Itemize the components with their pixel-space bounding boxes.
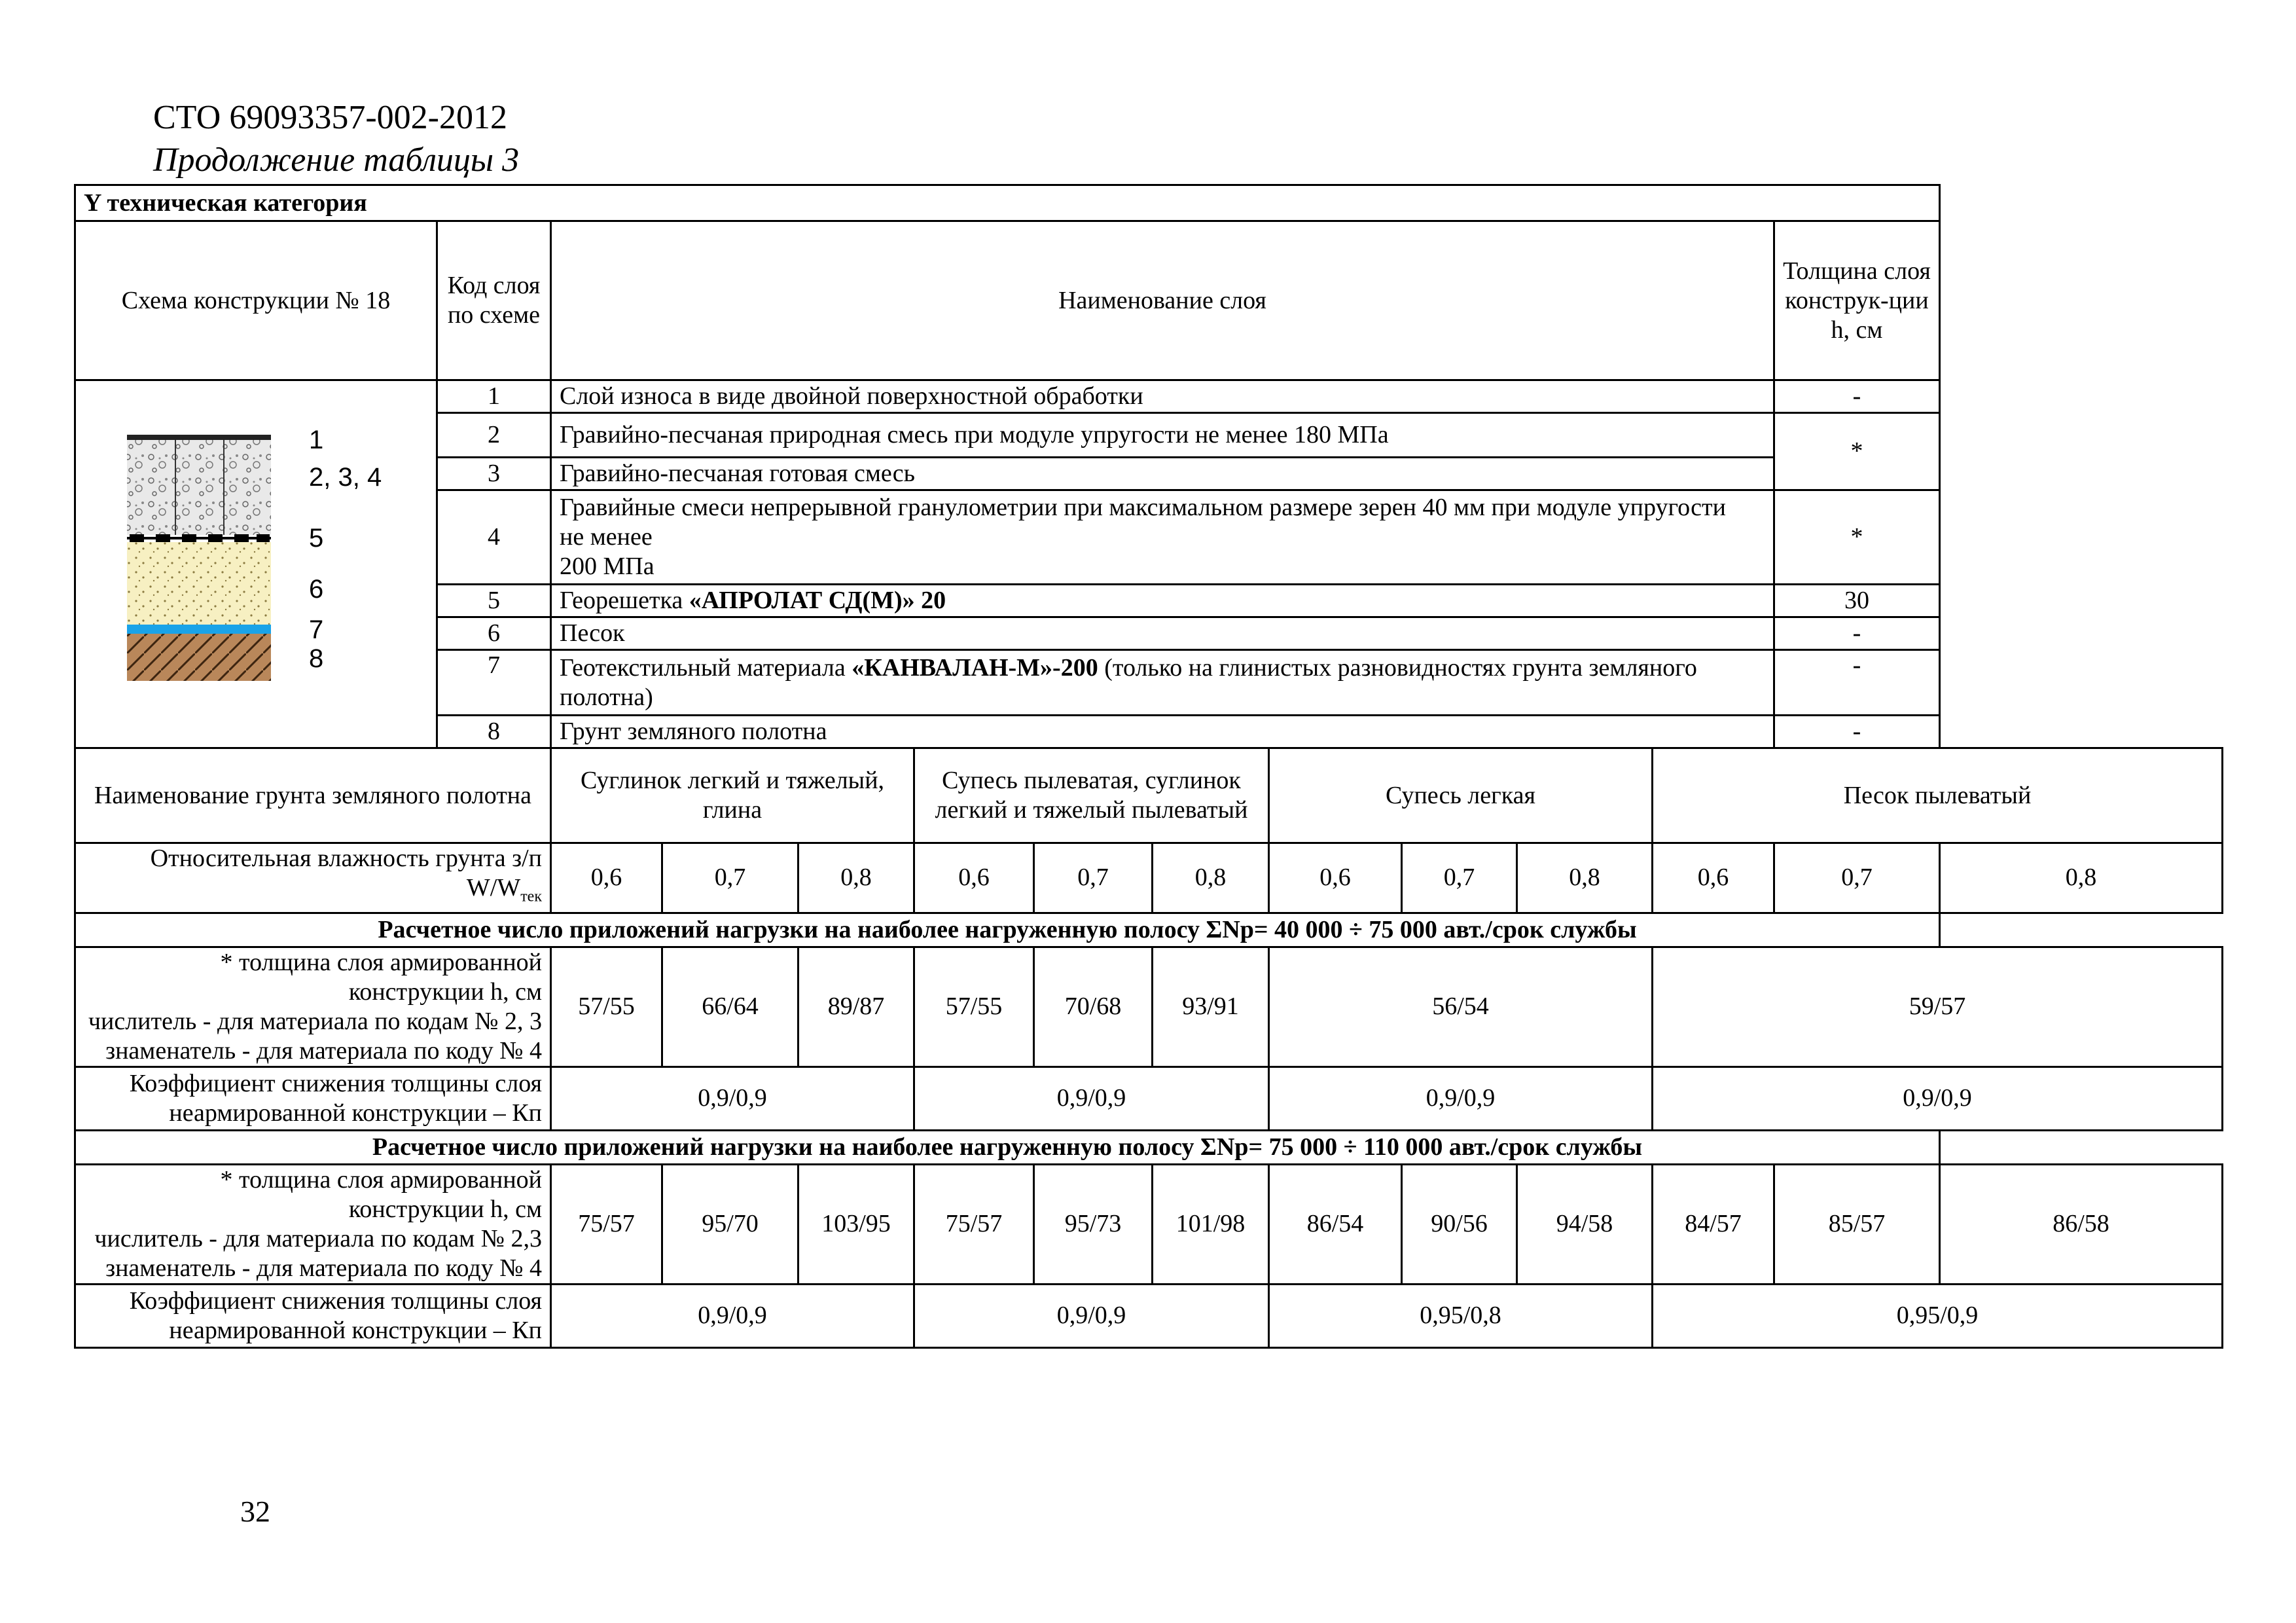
layer-thickness: 30 bbox=[1774, 585, 1940, 617]
thickness-value: 103/95 bbox=[798, 1164, 914, 1284]
thickness-label bbox=[75, 947, 551, 1067]
schema-label-6: 6 bbox=[309, 575, 324, 604]
layer-code: 4 bbox=[437, 490, 551, 585]
humidity-value: 0,6 bbox=[1269, 843, 1402, 913]
humidity-value: 0,7 bbox=[662, 843, 798, 913]
thickness-value: 66/64 bbox=[662, 947, 798, 1067]
label-line: неармированной конструкции – Кп bbox=[169, 1099, 542, 1127]
layer-code: 5 bbox=[437, 585, 551, 617]
humidity-value: 0,8 bbox=[798, 843, 914, 913]
layer-code: 7 bbox=[437, 650, 551, 716]
humidity-label-text: Относительная влажность грунта з/п W/W bbox=[150, 845, 542, 902]
category-title: Y техническая категория bbox=[75, 185, 1940, 221]
product-name: «АПРОЛАТ СД(М)» 20 bbox=[689, 587, 946, 614]
layer-code: 6 bbox=[437, 617, 551, 650]
thickness-value: 89/87 bbox=[798, 947, 914, 1067]
humidity-value: 0,7 bbox=[1034, 843, 1153, 913]
product-name: «КАНВАЛАН-М»-200 bbox=[852, 653, 1098, 682]
schema-header: Схема конструкции № 18 bbox=[75, 221, 437, 380]
layer-code: 8 bbox=[437, 716, 551, 748]
label-line: числитель - для материала по кодам № 2,3 bbox=[94, 1224, 542, 1252]
coefficient-value: 0,9/0,9 bbox=[551, 1284, 914, 1347]
humidity-value: 0,7 bbox=[1774, 843, 1940, 913]
code-header: Код слоя по схеме bbox=[437, 221, 551, 380]
layer-code: 3 bbox=[437, 458, 551, 490]
layer-thickness: * bbox=[1774, 490, 1940, 585]
label-line: * толщина слоя армированной конструкции h, см bbox=[220, 1165, 542, 1223]
schema-label-2-3-4: 2, 3, 4 bbox=[309, 463, 382, 492]
layer-name bbox=[551, 650, 1774, 716]
layer-name: Грунт земляного полотна bbox=[551, 716, 1774, 748]
coefficient-value: 0,95/0,8 bbox=[1269, 1284, 1653, 1347]
thickness-value: 75/57 bbox=[914, 1164, 1034, 1284]
humidity-value: 0,7 bbox=[1402, 843, 1517, 913]
layer-schema-diagram bbox=[76, 381, 437, 740]
schema-label-1: 1 bbox=[309, 426, 324, 454]
layer-thickness: * bbox=[1774, 413, 1940, 490]
layer-name-line: Гравийные смеси непрерывной гранулометрии при максимальном размере зерен 40 мм при модуле упругости bbox=[560, 494, 1726, 521]
label-line: Коэффициент снижения толщины слоя bbox=[129, 1069, 542, 1097]
load-section-title: Расчетное число приложений нагрузки на наиболее нагруженную полосу ΣNp= 40 000 ÷ 75 000 авт./срок службы bbox=[75, 913, 1940, 947]
coefficient-value: 0,9/0,9 bbox=[914, 1284, 1269, 1347]
layer-name: Песок bbox=[551, 617, 1774, 650]
soil-header: Наименование грунта земляного полотна bbox=[75, 748, 551, 843]
layer-name-line: не менее bbox=[560, 523, 653, 551]
thickness-value: 75/57 bbox=[551, 1164, 662, 1284]
label-line: знаменатель - для материала по коду № 4 bbox=[105, 1254, 542, 1282]
humidity-value: 0,6 bbox=[914, 843, 1034, 913]
layer-name-header: Наименование слоя bbox=[551, 221, 1774, 380]
humidity-value: 0,6 bbox=[1653, 843, 1774, 913]
layer-name-text: Геотекстильный материала bbox=[560, 653, 852, 682]
layer-name-line: 200 МПа bbox=[560, 553, 655, 580]
thickness-value: 59/57 bbox=[1653, 947, 2223, 1067]
soil-name: Суглинок легкий и тяжелый, глина bbox=[551, 748, 914, 843]
thickness-header: Толщина слоя конструк-ции h, см bbox=[1774, 221, 1940, 380]
humidity-value: 0,6 bbox=[551, 843, 662, 913]
wearing-course-layer bbox=[127, 435, 271, 440]
coefficient-label bbox=[75, 1284, 551, 1347]
soil-name: Песок пылеватый bbox=[1653, 748, 2223, 843]
thickness-value: 95/70 bbox=[662, 1164, 798, 1284]
layer-code: 1 bbox=[437, 380, 551, 413]
thickness-value: 95/73 bbox=[1034, 1164, 1153, 1284]
layer-name-text: (только на глинистых разновидностях грунта земляного полотна) bbox=[560, 653, 1697, 711]
thickness-value: 101/98 bbox=[1153, 1164, 1269, 1284]
load-section-title: Расчетное число приложений нагрузки на наиболее нагруженную полосу ΣNp= 75 000 ÷ 110 000 авт./срок службы bbox=[75, 1130, 1940, 1164]
coefficient-value: 0,9/0,9 bbox=[1269, 1067, 1653, 1130]
geotextile-layer bbox=[127, 625, 271, 634]
construction-schema bbox=[75, 380, 437, 748]
thickness-value: 57/55 bbox=[551, 947, 662, 1067]
thickness-value: 86/58 bbox=[1940, 1164, 2223, 1284]
label-line: Коэффициент снижения толщины слоя bbox=[129, 1286, 542, 1315]
layer-name bbox=[551, 585, 1774, 617]
humidity-label bbox=[75, 843, 551, 913]
layer-thickness: - bbox=[1774, 380, 1940, 413]
layer-name: Слой износа в виде двойной поверхностной обработки bbox=[551, 380, 1774, 413]
humidity-value: 0,8 bbox=[1940, 843, 2223, 913]
layer-thickness: - bbox=[1774, 716, 1940, 748]
layer-code: 2 bbox=[437, 413, 551, 458]
coefficient-value: 0,9/0,9 bbox=[1653, 1067, 2223, 1130]
coefficient-value: 0,9/0,9 bbox=[551, 1067, 914, 1130]
document-code: СТО 69093357-002-2012 bbox=[153, 99, 507, 136]
layer-thickness: - bbox=[1774, 650, 1940, 716]
soil-name: Супесь легкая bbox=[1269, 748, 1653, 843]
schema-label-7: 7 bbox=[309, 615, 324, 644]
label-line: числитель - для материала по кодам № 2, 3 bbox=[88, 1007, 542, 1035]
thickness-value: 94/58 bbox=[1517, 1164, 1653, 1284]
layer-name bbox=[551, 490, 1774, 585]
humidity-value: 0,8 bbox=[1517, 843, 1653, 913]
soil-name: Супесь пылеватая, суглинок легкий и тяжелый пылеватый bbox=[914, 748, 1269, 843]
page-number: 32 bbox=[240, 1495, 270, 1528]
construction-table bbox=[74, 184, 2223, 1349]
thickness-value: 90/56 bbox=[1402, 1164, 1517, 1284]
humidity-value: 0,8 bbox=[1153, 843, 1269, 913]
label-line: * толщина слоя армированной конструкции h, см bbox=[220, 948, 542, 1006]
layer-name: Гравийно-песчаная готовая смесь bbox=[551, 458, 1774, 490]
coefficient-value: 0,9/0,9 bbox=[914, 1067, 1269, 1130]
coefficient-value: 0,95/0,9 bbox=[1653, 1284, 2223, 1347]
thickness-value: 86/54 bbox=[1269, 1164, 1402, 1284]
thickness-value: 57/55 bbox=[914, 947, 1034, 1067]
layer-thickness: - bbox=[1774, 617, 1940, 650]
label-line: неармированной конструкции – Кп bbox=[169, 1316, 542, 1344]
thickness-value: 56/54 bbox=[1269, 947, 1653, 1067]
thickness-value: 93/91 bbox=[1153, 947, 1269, 1067]
schema-label-5: 5 bbox=[309, 524, 324, 553]
coefficient-label bbox=[75, 1067, 551, 1130]
thickness-value: 84/57 bbox=[1653, 1164, 1774, 1284]
thickness-value: 85/57 bbox=[1774, 1164, 1940, 1284]
table-continuation-title: Продолжение таблицы 3 bbox=[153, 141, 520, 179]
layer-name-text: Георешетка bbox=[560, 587, 689, 614]
label-line: знаменатель - для материала по коду № 4 bbox=[105, 1036, 542, 1065]
layer-name: Гравийно-песчаная природная смесь при модуле упругости не менее 180 МПа bbox=[551, 413, 1774, 458]
thickness-value: 70/68 bbox=[1034, 947, 1153, 1067]
thickness-label bbox=[75, 1164, 551, 1284]
schema-label-8: 8 bbox=[309, 644, 324, 673]
humidity-label-subscript: тек bbox=[520, 888, 542, 905]
